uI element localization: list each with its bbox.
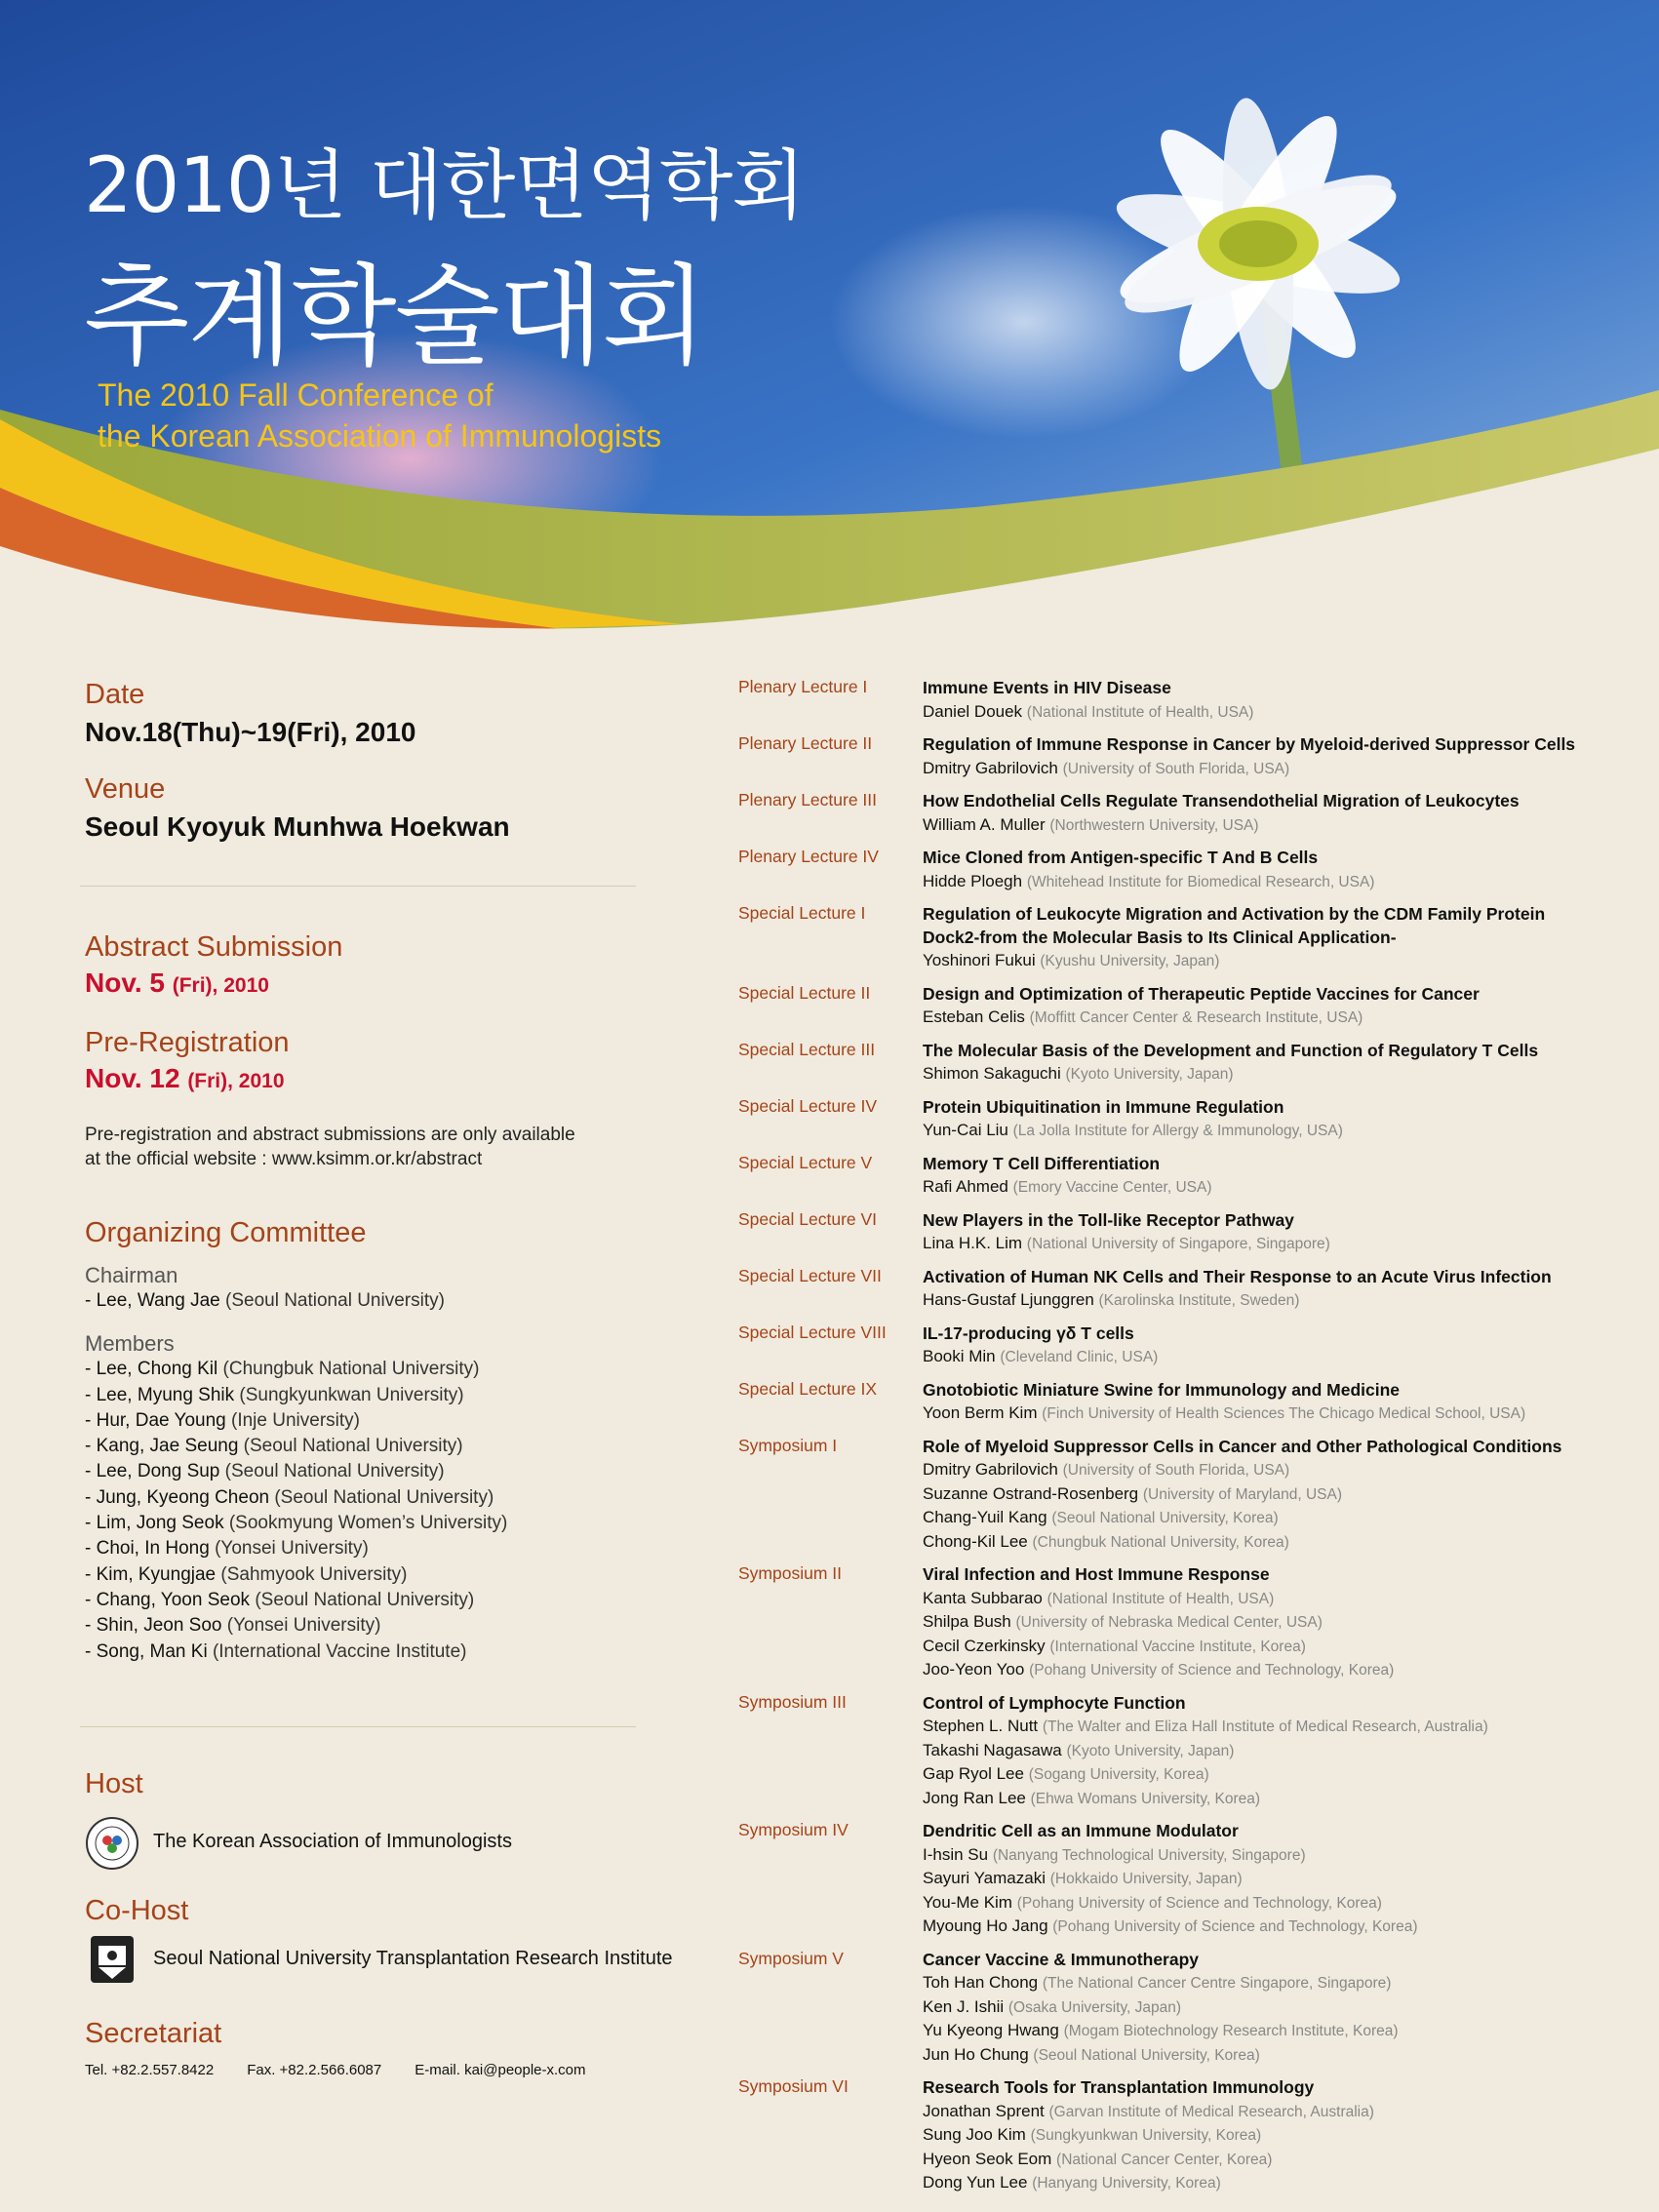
speaker: [923, 1587, 1616, 1611]
speaker: [923, 1762, 1616, 1787]
kai-logo-icon: [85, 1816, 139, 1871]
speaker-affiliation: (Sungkyunkwan University, Korea): [1030, 2127, 1262, 2144]
speaker-affiliation: (Chungbuk National University, Korea): [1032, 1533, 1289, 1551]
session-type: Special Lecture V: [738, 1152, 873, 1172]
speaker-name: Dong Yun Lee: [923, 2173, 1028, 2192]
prereg-deadline: [85, 1063, 651, 1094]
date-section: [85, 679, 651, 748]
speaker-affiliation: (The Walter and Eliza Hall Institute of Medical Research, Australia): [1042, 1718, 1488, 1735]
program-entry: [738, 677, 1616, 724]
speaker-affiliation: (Whitehead Institute for Biomedical Research, USA): [1026, 873, 1375, 890]
member-name: - Hur, Dae Young: [85, 1409, 226, 1431]
members-label: Members: [85, 1331, 175, 1357]
speaker: [923, 1610, 1616, 1635]
speaker-name: Lina H.K. Lim: [923, 1234, 1023, 1252]
speaker-affiliation: (National Institute of Health, USA): [1047, 1590, 1275, 1607]
speaker: [923, 1062, 1616, 1086]
venue-label: Venue: [85, 773, 166, 805]
speaker-name: Jong Ran Lee: [923, 1788, 1026, 1807]
speaker-affiliation: (Northwestern University, USA): [1049, 816, 1259, 834]
email: E-mail. kai@people-x.com: [415, 2062, 586, 2078]
speaker-affiliation: (Moffitt Cancer Center & Research Institute, USA): [1029, 1009, 1363, 1026]
program-entry: [738, 1323, 1616, 1369]
speaker-name: Stephen L. Nutt: [923, 1717, 1039, 1735]
speaker: [923, 2019, 1616, 2043]
session-type: Special Lecture I: [738, 903, 866, 923]
program-entry: [738, 1436, 1616, 1555]
member-name: - Kang, Jae Seung: [85, 1436, 239, 1457]
session-title: Role of Myeloid Suppressor Cells in Cancer and Other Pathological Conditions: [923, 1436, 1562, 1456]
speaker-name: Ken J. Ishii: [923, 1996, 1005, 2016]
session-title: Viral Infection and Host Immune Response: [923, 1564, 1270, 1584]
speaker-name: Shimon Sakaguchi: [923, 1064, 1061, 1083]
poster-header: [0, 0, 1659, 644]
speaker: [923, 1506, 1616, 1530]
session-type: Special Lecture III: [738, 1039, 876, 1059]
speaker-affiliation: (Seoul National University, Korea): [1033, 2046, 1260, 2064]
venue-value: Seoul Kyoyuk Munhwa Hoekwan: [85, 811, 510, 842]
session-type: Plenary Lecture II: [738, 733, 873, 753]
speaker-affiliation: (Mogam Biotechnology Research Institute, Korea): [1063, 2023, 1399, 2039]
speaker-affiliation: (The National Cancer Centre Singapore, Singapore): [1042, 1975, 1392, 1992]
speaker-affiliation: (National Cancer Center, Korea): [1056, 2151, 1273, 2168]
speaker-affiliation: (La Jolla Institute for Allergy & Immunology, USA): [1012, 1123, 1343, 1139]
contact-info: [85, 2062, 651, 2078]
speaker-name: Yun-Cai Liu: [923, 1121, 1008, 1139]
session-type: Symposium V: [738, 1948, 844, 1968]
korean-title-line2: 추계학술대회: [84, 254, 706, 380]
speaker-affiliation: (Nanyang Technological University, Singapore): [992, 1846, 1306, 1864]
speaker: [923, 1867, 1616, 1891]
speaker-affiliation: (Kyoto University, Japan): [1066, 1742, 1235, 1759]
speaker-name: Jun Ho Chung: [923, 2044, 1029, 2064]
speaker: [923, 1739, 1616, 1763]
speaker-affiliation: (University of South Florida, USA): [1062, 1462, 1290, 1479]
speaker: [923, 1482, 1616, 1507]
member-affiliation: (Seoul National University): [274, 1486, 494, 1508]
speaker: [923, 870, 1616, 894]
speaker-affiliation: (Pohang University of Science and Technology, Korea): [1016, 1894, 1382, 1912]
speaker-affiliation: (Finch University of Health Sciences The Chicago Medical School, USA): [1042, 1405, 1526, 1422]
member-name: - Chang, Yoon Seok: [85, 1589, 251, 1610]
speaker-name: William A. Muller: [923, 814, 1046, 834]
abstract-section: [85, 931, 651, 999]
program-entry: [738, 1692, 1616, 1811]
speaker: [923, 1288, 1616, 1313]
speaker-name: Daniel Douek: [923, 701, 1023, 721]
member-name: - Song, Man Ki: [85, 1640, 208, 1662]
speaker: [923, 1915, 1616, 1939]
english-title: [98, 375, 661, 456]
program-entry: [738, 1209, 1616, 1256]
member-affiliation: (Yonsei University): [226, 1615, 381, 1637]
secretariat-label: Secretariat: [85, 2018, 222, 2049]
speaker-name: Shilpa Bush: [923, 1612, 1011, 1631]
member-entry: [85, 1639, 651, 1665]
member-entry: [85, 1434, 651, 1459]
venue-section: [85, 773, 651, 843]
session-title: Research Tools for Transplantation Immunology: [923, 2077, 1315, 2097]
program-entry: [738, 1266, 1616, 1313]
chairman-entry: [85, 1288, 651, 1314]
speaker: [923, 813, 1616, 838]
host-label: Host: [85, 1768, 143, 1799]
program-entry: [738, 1096, 1616, 1143]
speaker: [923, 1006, 1616, 1030]
speaker: [923, 1715, 1616, 1739]
speaker: [923, 1635, 1616, 1659]
speaker: [923, 2148, 1616, 2172]
program-entry: [738, 1379, 1616, 1426]
speaker-affiliation: (Cleveland Clinic, USA): [1000, 1349, 1159, 1365]
session-type: Symposium II: [738, 1563, 842, 1583]
speaker-name: Takashi Nagasawa: [923, 1740, 1062, 1759]
speaker-name: Hidde Ploegh: [923, 871, 1023, 890]
speaker-affiliation: (National University of Singapore, Singapore): [1026, 1236, 1330, 1252]
speaker: [923, 1843, 1616, 1868]
speaker-affiliation: (University of Maryland, USA): [1142, 1485, 1343, 1503]
speaker: [923, 949, 1616, 973]
korean-title-line1: 2010년 대한면역학회: [84, 142, 805, 230]
program-entry: [738, 847, 1616, 893]
speaker-name: Jonathan Sprent: [923, 2101, 1045, 2120]
speaker: [923, 757, 1616, 781]
program-entry: [738, 1153, 1616, 1200]
program-entry: [738, 983, 1616, 1030]
speaker-name: Joo-Yeon Yoo: [923, 1660, 1025, 1679]
speaker: [923, 1995, 1616, 2020]
speaker-name: I-hsin Su: [923, 1844, 989, 1864]
member-affiliation: (Sungkyunkwan University): [239, 1384, 464, 1405]
speaker-affiliation: (Pohang University of Science and Technology, Korea): [1029, 1662, 1395, 1679]
prereg-date: Nov. 12: [85, 1063, 180, 1093]
speaker-name: Booki Min: [923, 1347, 996, 1365]
session-type: Symposium VI: [738, 2076, 849, 2096]
member-name: - Lee, Myung Shik: [85, 1384, 235, 1405]
member-entry: [85, 1588, 651, 1613]
member-entry: [85, 1383, 651, 1408]
member-affiliation: (Sookmyung Women’s University): [228, 1513, 508, 1534]
session-type: Plenary Lecture I: [738, 677, 868, 696]
speaker-name: Hans-Gustaf Ljunggren: [923, 1290, 1094, 1309]
session-title: Protein Ubiquitination in Immune Regulation: [923, 1096, 1284, 1117]
speaker-name: Dmitry Gabrilovich: [923, 758, 1058, 777]
chairman-name: - Lee, Wang Jae: [85, 1290, 220, 1311]
speaker-affiliation: (International Vaccine Institute, Korea): [1049, 1638, 1306, 1655]
speaker-affiliation: (Hanyang University, Korea): [1032, 2175, 1221, 2192]
snu-logo-icon: [85, 1932, 139, 1987]
speaker-affiliation: (Kyushu University, Japan): [1040, 953, 1220, 969]
session-type: Plenary Lecture III: [738, 790, 878, 810]
session-type: Special Lecture IV: [738, 1095, 878, 1116]
speaker-affiliation: (Ehwa Womans University, Korea): [1030, 1790, 1261, 1807]
session-type: Special Lecture II: [738, 982, 871, 1003]
speaker: [923, 1787, 1616, 1811]
speaker-affiliation: (University of Nebraska Medical Center, USA): [1015, 1614, 1323, 1631]
member-affiliation: (Seoul National University): [255, 1589, 475, 1610]
speaker: [923, 700, 1616, 725]
session-title: The Molecular Basis of the Development and Function of Regulatory T Cells: [923, 1040, 1539, 1060]
speaker-name: Toh Han Chong: [923, 1973, 1039, 1992]
committee-section: [85, 1217, 651, 1665]
member-entry: [85, 1511, 651, 1536]
speaker: [923, 2123, 1616, 2148]
session-type: Special Lecture VII: [738, 1265, 882, 1285]
chairman-affiliation: (Seoul National University): [225, 1290, 445, 1311]
speaker-affiliation: (Sogang University, Korea): [1028, 1766, 1209, 1783]
speaker-affiliation: (National Institute of Health, USA): [1026, 703, 1254, 721]
session-type: Special Lecture VI: [738, 1208, 878, 1229]
speaker-name: Cecil Czerkinsky: [923, 1636, 1046, 1655]
session-title: Regulation of Leukocyte Migration and Activation by the CDM Family Protein: [923, 904, 1546, 924]
fax: Fax. +82.2.566.6087: [247, 2062, 382, 2078]
session-type: Special Lecture IX: [738, 1378, 878, 1399]
speaker-name: Sung Joo Kim: [923, 2125, 1026, 2144]
chairman-label: Chairman: [85, 1263, 178, 1287]
speaker-name: Hyeon Seok Eom: [923, 2149, 1052, 2168]
session-type: Symposium III: [738, 1691, 847, 1712]
speaker-name: Chong-Kil Lee: [923, 1531, 1028, 1551]
session-title: IL-17-producing γδ T cells: [923, 1323, 1134, 1343]
speaker: [923, 2100, 1616, 2124]
session-type: Symposium IV: [738, 1820, 849, 1839]
speaker-name: Yoon Berm Kim: [923, 1403, 1038, 1422]
member-name: - Lee, Dong Sup: [85, 1461, 220, 1482]
member-entry: [85, 1459, 651, 1484]
program-entry: [738, 1563, 1616, 1682]
member-affiliation: (Sahmyook University): [220, 1563, 408, 1585]
member-affiliation: (Seoul National University): [243, 1436, 463, 1457]
speaker: [923, 1175, 1616, 1200]
note-line2: at the official website : www.ksimm.or.kr/abstract: [85, 1149, 483, 1169]
prereg-section: [85, 1027, 651, 1094]
session-title: Mice Cloned from Antigen-specific T And B Cells: [923, 848, 1319, 867]
speaker: [923, 1971, 1616, 1995]
session-title: Immune Events in HIV Disease: [923, 678, 1171, 697]
speaker-name: You-Me Kim: [923, 1892, 1012, 1912]
english-title-line2: the Korean Association of Immunologists: [98, 418, 662, 454]
prereg-day: (Fri), 2010: [187, 1070, 285, 1092]
session-title: Regulation of Immune Response in Cancer by Myeloid-derived Suppressor Cells: [923, 734, 1576, 754]
speaker-name: Suzanne Ostrand-Rosenberg: [923, 1483, 1139, 1503]
speaker-name: Chang-Yuil Kang: [923, 1508, 1047, 1526]
speaker-name: Yoshinori Fukui: [923, 951, 1036, 969]
speaker: [923, 1232, 1616, 1256]
speaker-affiliation: (Kyoto University, Japan): [1065, 1066, 1234, 1083]
speaker-affiliation: (Seoul National University, Korea): [1051, 1510, 1279, 1526]
date-label: Date: [85, 679, 145, 710]
speaker-affiliation: (Hokkaido University, Japan): [1049, 1871, 1243, 1887]
speaker: [923, 1530, 1616, 1555]
member-entry: [85, 1613, 651, 1639]
english-title-line1: The 2010 Fall Conference of: [98, 377, 494, 413]
abstract-deadline: [85, 968, 651, 999]
speaker-affiliation: (Emory Vaccine Center, USA): [1012, 1179, 1212, 1196]
tel: Tel. +82.2.557.8422: [85, 2062, 215, 2078]
speaker-name: Gap Ryol Lee: [923, 1764, 1024, 1783]
session-title: New Players in the Toll-like Receptor Pathway: [923, 1209, 1294, 1230]
speaker-affiliation: (Osaka University, Japan): [1007, 1998, 1182, 2016]
session-type: Plenary Lecture IV: [738, 847, 879, 866]
speaker-affiliation: (Garvan Institute of Medical Research, Australia): [1048, 2103, 1374, 2120]
member-name: - Kim, Kyungjae: [85, 1563, 217, 1585]
members-list: [85, 1357, 651, 1665]
member-affiliation: (International Vaccine Institute): [212, 1640, 467, 1662]
speaker-name: Sayuri Yamazaki: [923, 1869, 1046, 1887]
host-section: [85, 1768, 651, 1800]
session-title: Design and Optimization of Therapeutic Peptide Vaccines for Cancer: [923, 983, 1480, 1004]
session-title: How Endothelial Cells Regulate Transendothelial Migration of Leukocytes: [923, 791, 1520, 810]
secretariat-section: [85, 2018, 651, 2078]
divider: [80, 1726, 636, 1727]
speaker: [923, 1402, 1616, 1426]
speaker: [923, 1658, 1616, 1682]
session-title: Control of Lymphocyte Function: [923, 1692, 1186, 1713]
member-name: - Lee, Chong Kil: [85, 1359, 218, 1380]
session-type: Symposium I: [738, 1435, 838, 1455]
session-title: Dendritic Cell as an Immune Modulator: [923, 1821, 1239, 1840]
program-list: [738, 677, 1616, 2205]
prereg-label: Pre-Registration: [85, 1027, 290, 1058]
session-title: Gnotobiotic Miniature Swine for Immunology and Medicine: [923, 1379, 1401, 1400]
cohost-section: [85, 1895, 651, 1927]
speaker: [923, 1891, 1616, 1916]
program-entry: [738, 1820, 1616, 1939]
cohost-label: Co-Host: [85, 1895, 189, 1926]
member-name: - Lim, Jong Seok: [85, 1513, 224, 1534]
session-title: Activation of Human NK Cells and Their Response to an Acute Virus Infection: [923, 1266, 1552, 1286]
abstract-label: Abstract Submission: [85, 931, 343, 963]
session-type: Special Lecture VIII: [738, 1322, 887, 1342]
member-affiliation: (Inje University): [231, 1409, 360, 1431]
program-entry: [738, 733, 1616, 780]
session-title: Cancer Vaccine & Immunotherapy: [923, 1949, 1200, 1969]
speaker-name: Esteban Celis: [923, 1007, 1025, 1026]
member-entry: [85, 1408, 651, 1434]
member-entry: [85, 1562, 651, 1588]
member-name: - Jung, Kyeong Cheon: [85, 1486, 270, 1508]
member-affiliation: (Seoul National University): [224, 1461, 445, 1482]
member-entry: [85, 1485, 651, 1511]
speaker: [923, 2043, 1616, 2068]
program-entry: [738, 2076, 1616, 2195]
member-name: - Choi, In Hong: [85, 1538, 210, 1560]
speaker-name: Myoung Ho Jang: [923, 1916, 1048, 1935]
member-name: - Shin, Jeon Soo: [85, 1615, 222, 1637]
member-entry: [85, 1357, 651, 1382]
speaker: [923, 1345, 1616, 1369]
speaker: [923, 1119, 1616, 1143]
speaker-affiliation: (University of South Florida, USA): [1062, 760, 1290, 777]
note-line1: Pre-registration and abstract submissions are only available: [85, 1125, 575, 1145]
speaker-name: Kanta Subbarao: [923, 1588, 1043, 1607]
host-name: The Korean Association of Immunologists: [153, 1831, 512, 1852]
member-affiliation: (Chungbuk National University): [222, 1359, 480, 1380]
speaker-name: Rafi Ahmed: [923, 1177, 1008, 1196]
program-entry: [738, 1949, 1616, 2068]
registration-note: [85, 1123, 651, 1171]
member-entry: [85, 1536, 651, 1561]
session-title: Memory T Cell Differentiation: [923, 1153, 1161, 1173]
speaker-affiliation: (Pohang University of Science and Technology, Korea): [1052, 1918, 1418, 1935]
program-entry: [738, 903, 1616, 973]
session-title: Dock2-from the Molecular Basis to Its Clinical Application-: [923, 927, 1397, 947]
speaker-name: Dmitry Gabrilovich: [923, 1460, 1058, 1479]
member-affiliation: (Yonsei University): [215, 1538, 369, 1560]
program-entry: [738, 790, 1616, 837]
speaker-name: Yu Kyeong Hwang: [923, 2021, 1059, 2039]
abstract-day: (Fri), 2010: [172, 974, 269, 997]
program-entry: [738, 1040, 1616, 1086]
date-value: Nov.18(Thu)~19(Fri), 2010: [85, 717, 416, 747]
abstract-date: Nov. 5: [85, 968, 165, 998]
speaker-affiliation: (Karolinska Institute, Sweden): [1098, 1292, 1300, 1309]
cohost-name: Seoul National University Transplantation Research Institute: [153, 1948, 673, 1969]
committee-heading: Organizing Committee: [85, 1217, 367, 1248]
speaker: [923, 1458, 1616, 1482]
divider: [80, 886, 636, 887]
speaker: [923, 2171, 1616, 2195]
